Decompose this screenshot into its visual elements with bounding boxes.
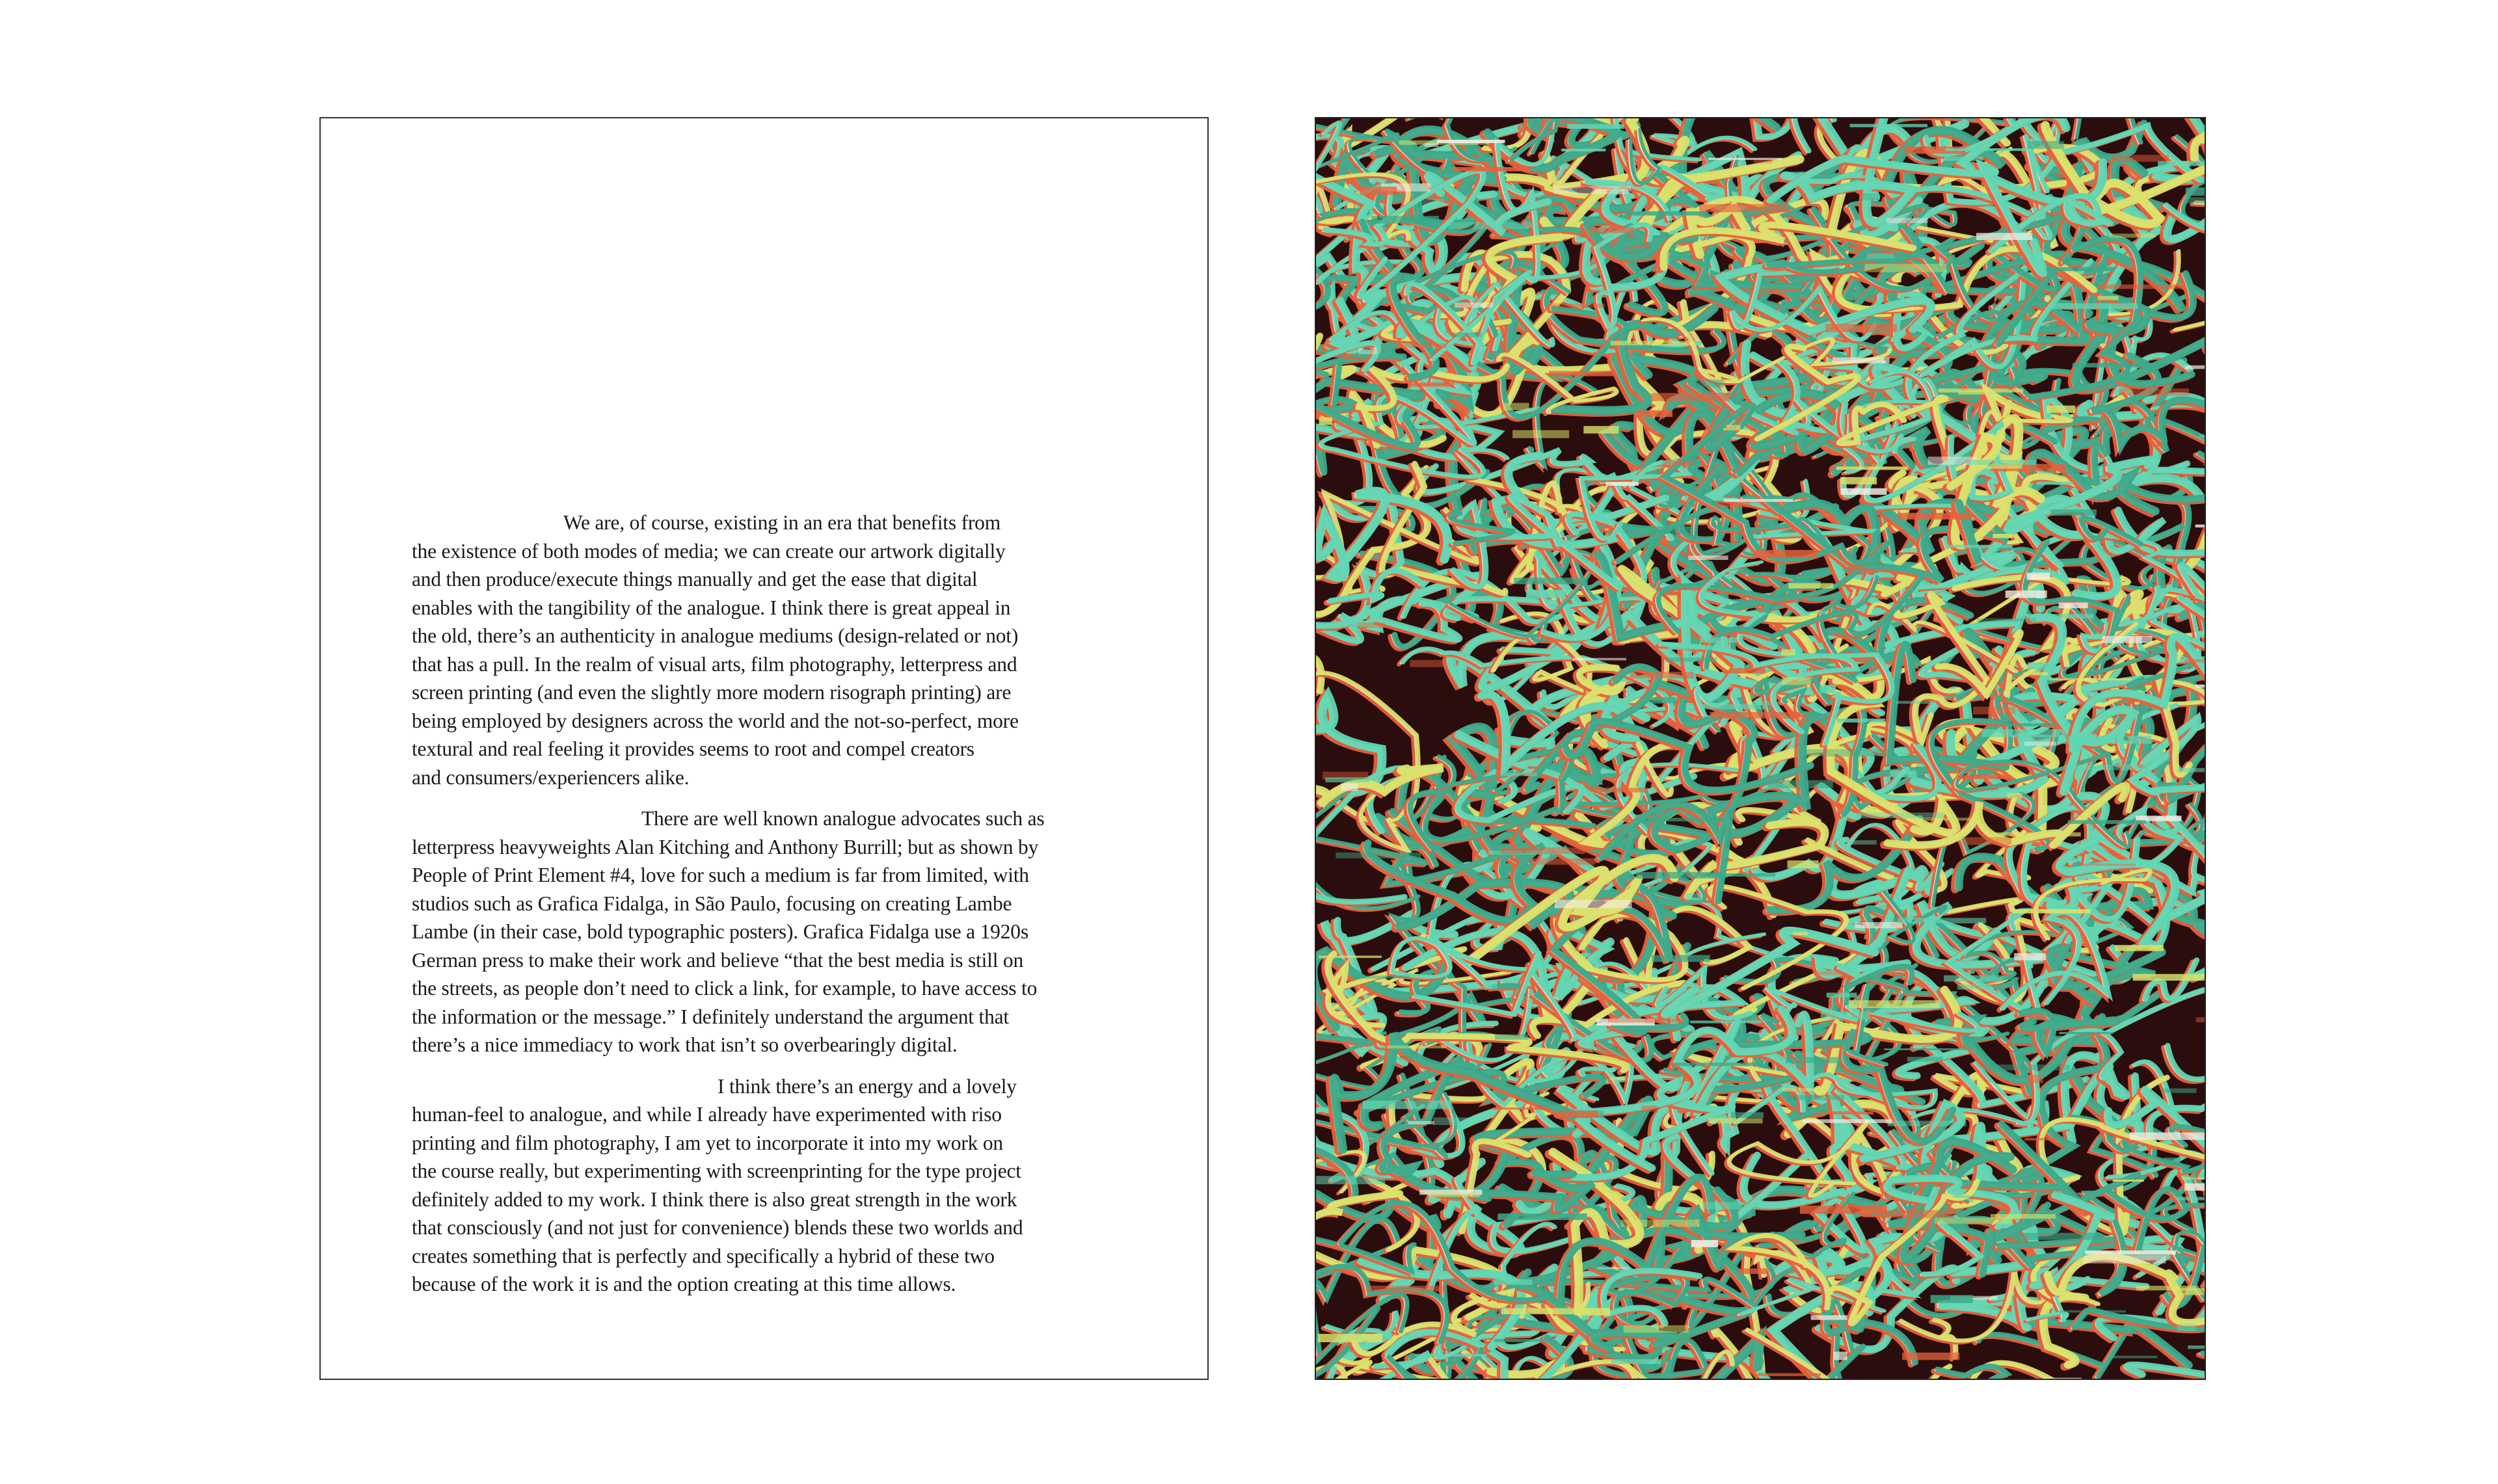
glitch-band <box>1360 187 1397 195</box>
glitch-band <box>1793 932 1808 935</box>
glitch-band <box>1410 660 1443 667</box>
glitch-band <box>2059 1032 2113 1034</box>
glitch-band <box>2177 768 2205 772</box>
glitch-band <box>1639 410 1672 417</box>
glitch-band <box>1592 788 1648 792</box>
glitch-band <box>2119 388 2190 395</box>
glitch-band <box>1840 488 1887 495</box>
glitch-band <box>1717 502 1751 508</box>
glitch-band <box>1855 922 1902 928</box>
glitch-band <box>1589 227 1634 233</box>
glitch-band <box>2028 141 2063 149</box>
glitch-band <box>1387 1045 1446 1048</box>
glitch-band <box>1827 993 1857 998</box>
glitch-band <box>1503 403 1529 410</box>
glitch-band <box>1367 1286 1446 1292</box>
text-line: printing and film photography, I am yet to incorporate it into my work on <box>412 1131 1003 1154</box>
glitch-band <box>1840 175 1866 178</box>
glitch-band <box>1630 672 1693 678</box>
glitch-band <box>2177 1324 2196 1331</box>
glitch-band <box>2112 1356 2158 1358</box>
text-line: creates something that is perfectly and specifically a hybrid of these two <box>412 1244 995 1267</box>
glitch-band <box>2199 434 2205 438</box>
glitch-band <box>2027 1075 2043 1083</box>
glitch-band <box>1846 295 1860 301</box>
glitch-band <box>2164 1158 2181 1165</box>
glitch-band <box>2068 735 2151 743</box>
glitch-band <box>1605 482 1639 486</box>
glitch-band <box>2203 1191 2205 1196</box>
text-line: the existence of both modes of media; we can create our artwork digitally <box>412 539 1006 563</box>
glitch-band <box>1786 1057 1841 1063</box>
glitch-band <box>1977 618 2036 622</box>
glitch-band <box>2185 365 2205 369</box>
glitch-band <box>2023 672 2048 676</box>
glitch-band <box>1856 813 1944 819</box>
glitch-band <box>1850 124 1927 127</box>
glitch-band <box>2102 636 2153 643</box>
glitch-band <box>2051 303 2138 309</box>
glitch-band <box>1957 985 1992 990</box>
glitch-band <box>1503 773 1537 776</box>
text-line: enables with the tangibility of the analogue. I think there is great appeal in <box>412 596 1011 619</box>
glitch-band <box>1668 646 1719 650</box>
glitch-band <box>2012 909 2090 914</box>
glitch-band <box>1648 526 1693 534</box>
glitch-band <box>1433 1117 1473 1125</box>
glitch-band <box>1890 771 1916 778</box>
glitch-band <box>2068 820 2146 824</box>
paragraph-1 <box>412 509 1121 791</box>
text-line: that consciously (and not just for convenience) blends these two worlds and <box>412 1216 1023 1239</box>
glitch-band <box>1811 1316 1847 1320</box>
glitch-band <box>1325 777 1369 782</box>
glitch-band <box>1768 780 1833 788</box>
glitch-band <box>1782 1088 1820 1091</box>
glitch-band <box>2196 525 2205 528</box>
glitch-band <box>1724 499 1793 502</box>
glitch-band <box>1730 668 1766 673</box>
glitch-band <box>2185 659 2205 662</box>
glitch-band <box>1833 1352 1847 1360</box>
glitch-band <box>2051 509 2097 516</box>
glitch-band <box>2109 233 2156 237</box>
glitch-band <box>1788 860 1819 868</box>
glitch-band <box>1963 837 2011 845</box>
glitch-band <box>2186 187 2205 196</box>
glitch-band <box>1652 393 1730 401</box>
text-line: that has a pull. In the realm of visual arts, film photography, letterpress and <box>412 652 1017 676</box>
glitch-band <box>2136 1286 2196 1290</box>
glitch-band <box>1967 460 2037 465</box>
glitch-band <box>2196 1017 2205 1022</box>
glitch-band <box>2008 793 2022 799</box>
glitch-band <box>2059 603 2088 609</box>
text-line: German press to make their work and believe “that the best media is still on <box>412 948 1024 972</box>
text-line: the information or the message.” I definitely understand the argument that <box>412 1005 1009 1028</box>
glitch-band <box>2049 678 2132 680</box>
glitch-band <box>2188 1345 2205 1349</box>
glitch-band <box>1554 187 1631 194</box>
glitch-band <box>1800 1206 1887 1214</box>
glitch-band <box>1483 983 1497 989</box>
glitch-band <box>1861 193 1878 200</box>
glitch-band <box>1710 712 1801 719</box>
glitch-band <box>1611 341 1695 345</box>
glitch-band <box>1836 466 1908 470</box>
glitch-band <box>1994 832 2080 836</box>
glitch-band <box>1944 975 2005 982</box>
glitch-band <box>1319 417 1333 425</box>
glitch-band <box>2130 1132 2205 1140</box>
text-line: definitely added to my work. I think there is also great strength in the work <box>412 1187 1017 1211</box>
glitch-band <box>1938 389 2023 393</box>
glitch-band <box>1781 650 1795 656</box>
text-line: We are, of course, existing in an era that benefits from <box>563 511 1001 534</box>
glitch-band <box>1363 1101 1451 1109</box>
glitch-band <box>1665 657 1717 661</box>
glitch-band <box>1948 397 1974 401</box>
glitch-band <box>2115 945 2164 951</box>
glitch-band <box>1946 545 2012 548</box>
glitch-band <box>1876 1210 1953 1219</box>
paragraph-2 <box>412 804 1121 1059</box>
glitch-band <box>1820 685 1836 693</box>
glitch-band <box>2047 406 2076 413</box>
glitch-band <box>1561 149 1605 152</box>
glitch-band <box>1953 1195 1969 1197</box>
glitch-band <box>1817 972 1844 975</box>
glitch-band <box>1699 873 1775 877</box>
glitch-band <box>1825 324 1897 332</box>
glitch-band <box>1357 622 1385 628</box>
glitch-band <box>2015 1233 2101 1240</box>
glitch-band <box>1993 534 2013 538</box>
glitch-band <box>2006 723 2057 726</box>
glitch-band <box>1984 1065 2070 1070</box>
text-line: because of the work it is and the option creating at this time allows. <box>412 1273 956 1295</box>
glitch-band <box>1849 1000 1940 1008</box>
glitch-band <box>2026 614 2093 618</box>
text-line: being employed by designers across the world and the not-so-perfect, more <box>412 709 1019 732</box>
glitch-band <box>1786 1095 1845 1100</box>
glitch-band <box>1976 233 2033 240</box>
text-line: the course really, but experimenting with screenprinting for the type project <box>412 1159 1021 1182</box>
glitch-band <box>1957 775 2005 779</box>
glitch-band <box>2079 864 2136 866</box>
glitch-band <box>1318 1334 1383 1342</box>
glitch-band <box>1803 749 1889 756</box>
glitch-band <box>1840 477 1877 484</box>
glitch-band <box>1529 858 1595 865</box>
glitch-band <box>1583 426 1618 434</box>
glitch-band <box>1494 1279 1532 1285</box>
glitch-band <box>1449 222 1534 230</box>
glitch-band <box>1358 348 1377 354</box>
glitch-band <box>2073 363 2162 367</box>
glitch-band <box>1503 1308 1591 1315</box>
text-line: and then produce/execute things manually and get the ease that digital <box>412 568 978 590</box>
glitch-band <box>2058 1310 2126 1313</box>
glitch-band <box>2003 977 2019 979</box>
glitch-band <box>1621 1220 1700 1227</box>
glitch-band <box>1782 677 1811 685</box>
glitch-band <box>1700 638 1737 643</box>
glitch-band <box>2196 685 2205 688</box>
glitch-band <box>2037 482 2073 485</box>
glitch-band <box>1888 1120 1967 1126</box>
glitch-band <box>1421 199 1444 205</box>
glitch-band <box>1754 550 1817 558</box>
text-line: I think there’s an energy and a lovely <box>718 1074 1017 1098</box>
glitch-band <box>1494 1339 1548 1342</box>
glitch-band <box>1788 583 1833 589</box>
glitch-band <box>1455 302 1494 308</box>
glitch-band <box>1935 1217 2013 1223</box>
text-line: studios such as Grafica Fidalga, in São Paulo, focusing on creating Lambe <box>412 892 1012 915</box>
glitch-band <box>1645 818 1725 822</box>
glitch-band <box>1758 1373 1821 1376</box>
glitch-band <box>1708 158 1782 160</box>
glitch-band <box>1598 1267 1630 1269</box>
glitch-band <box>1319 956 1382 959</box>
glitch-band <box>1738 1268 1769 1274</box>
glitch-band <box>1415 1354 1486 1357</box>
glitch-band <box>2133 974 2205 981</box>
glitch-band <box>1512 431 1569 438</box>
glitch-band <box>2043 1378 2082 1379</box>
glitch-band <box>1336 853 1421 858</box>
glitch-band <box>2006 590 2047 598</box>
glitch-band <box>2186 197 2205 203</box>
glitch-band <box>2097 285 2181 289</box>
glitch-band <box>1833 358 1890 364</box>
glitch-band <box>1803 1119 1892 1123</box>
glitch-band <box>1652 955 1710 962</box>
glitch-band <box>1526 590 1561 598</box>
text-line: the old, there’s an authenticity in analogue mediums (design-related or not) <box>412 624 1019 647</box>
glitch-band <box>1945 148 2032 151</box>
glitch-band <box>1453 332 1482 337</box>
glitch-band <box>1944 157 1983 161</box>
glitch-band <box>1608 1018 1684 1022</box>
glitch-band <box>1753 702 1773 706</box>
glitch-band <box>1702 1202 1788 1209</box>
glitch-band <box>2177 1197 2205 1200</box>
glitch-band <box>1697 380 1724 388</box>
glitch-band <box>1417 382 1455 386</box>
glitch-band <box>1641 1106 1658 1111</box>
glitch-band <box>1973 707 2015 715</box>
glitch-band <box>2182 1177 2205 1180</box>
glitch-band <box>1425 143 1438 147</box>
glitch-band <box>1555 900 1632 908</box>
glitch-band <box>1708 1118 1762 1123</box>
glitch-band <box>1548 304 1604 308</box>
glitch-band <box>1626 211 1705 215</box>
text-line: screen printing (and even the slightly more modern risograph printing) are <box>412 681 1012 704</box>
text-line: Lambe (in their case, bold typographic posters). Grafica Fidalga use a 1920s <box>412 920 1028 943</box>
glitch-band <box>1651 697 1676 704</box>
glitch-band <box>1685 894 1702 901</box>
text-line: human-feel to analogue, and while I already have experimented with riso <box>412 1103 1002 1126</box>
glitch-band <box>1549 371 1614 377</box>
text-line: There are well known analogue advocates such as <box>641 807 1045 830</box>
glitch-band <box>2027 573 2050 580</box>
glitch-band <box>1805 611 1828 614</box>
glitch-band <box>1572 658 1626 661</box>
glitch-band <box>1726 425 1741 430</box>
text-line: there’s a nice immediacy to work that isn’t so overbearingly digital. <box>412 1033 958 1056</box>
glitch-band <box>2162 1089 2197 1093</box>
glitch-band <box>2158 161 2205 166</box>
glitch-band <box>2184 1184 2205 1191</box>
glitch-band <box>1497 1213 1587 1220</box>
glitch-band <box>1453 167 1529 172</box>
glitch-band <box>1887 218 1928 223</box>
glitch-band <box>2065 765 2151 770</box>
glitch-band <box>1341 784 1358 791</box>
glitch-band <box>1816 1111 1873 1115</box>
glitch-band <box>1931 1295 1973 1303</box>
glitch-band <box>1610 1077 1625 1080</box>
glitch-band <box>1981 729 2067 737</box>
glitch-band <box>1371 216 1439 224</box>
glitch-band <box>1821 1012 1870 1020</box>
paragraph-3 <box>412 1072 1121 1299</box>
glitch-band <box>2084 1255 2166 1264</box>
glitch-band <box>1398 343 1446 348</box>
text-line: the streets, as people don’t need to click a link, for example, to have access to <box>412 977 1038 1000</box>
glitch-band <box>1495 1035 1528 1040</box>
glitch-band <box>2113 1180 2144 1182</box>
glitch-band <box>2024 741 2056 745</box>
glitch-band <box>2014 953 2046 961</box>
glitch-band <box>1663 461 1694 466</box>
glitch-band <box>1558 1111 1598 1118</box>
glitch-band <box>1408 1121 1434 1124</box>
glitch-band <box>2024 1138 2058 1141</box>
glitch-band <box>1691 1240 1719 1247</box>
glitch-band <box>1898 918 1986 923</box>
glitch-band <box>1437 140 1505 143</box>
glitch-band <box>1514 577 1588 584</box>
text-line: People of Print Element #4, love for such a medium is far from limited, with <box>412 864 1029 886</box>
glitch-band <box>1624 1325 1689 1332</box>
glitch-band <box>1837 719 1886 722</box>
glitch-band <box>1492 1107 1550 1109</box>
glitch-band <box>2085 1251 2176 1254</box>
glitch-band <box>1611 1359 1661 1364</box>
glitch-band <box>1896 701 1936 704</box>
glitch-band <box>1907 1057 1943 1061</box>
glitch-band <box>1829 840 1876 845</box>
glitch-band <box>1731 1112 1764 1118</box>
glitch-band <box>1690 1020 1761 1023</box>
glitch-band <box>1898 513 1972 520</box>
glitch-band <box>1902 1353 1959 1360</box>
text-line: and consumers/experiencers alike. <box>412 765 690 789</box>
glitch-band <box>2047 267 2115 271</box>
text-line: letterpress heavyweights Alan Kitching and Anthony Burrill; but as shown by <box>412 835 1039 858</box>
glitch-band <box>1884 1048 1974 1050</box>
abstract-scribble-artwork <box>1316 118 2205 1379</box>
body-text <box>412 509 1121 1312</box>
glitch-band <box>1316 1176 1385 1184</box>
glitch-band <box>1501 847 1585 854</box>
glitch-band <box>2098 296 2119 300</box>
glitch-band <box>1699 204 1787 212</box>
glitch-band <box>1428 1193 1479 1197</box>
glitch-band <box>1867 254 1894 259</box>
glitch-band <box>2197 631 2205 638</box>
glitch-band <box>1352 975 1410 979</box>
right-page-artwork <box>1315 117 2206 1380</box>
glitch-band <box>2112 155 2169 162</box>
glitch-band <box>1673 1063 1761 1067</box>
left-page <box>319 117 1209 1380</box>
glitch-band <box>1864 264 1946 272</box>
text-line: textural and real feeling it provides seems to root and compel creators <box>412 737 974 760</box>
glitch-band <box>2028 663 2052 670</box>
glitch-band <box>1567 124 1624 129</box>
glitch-band <box>1688 555 1728 560</box>
